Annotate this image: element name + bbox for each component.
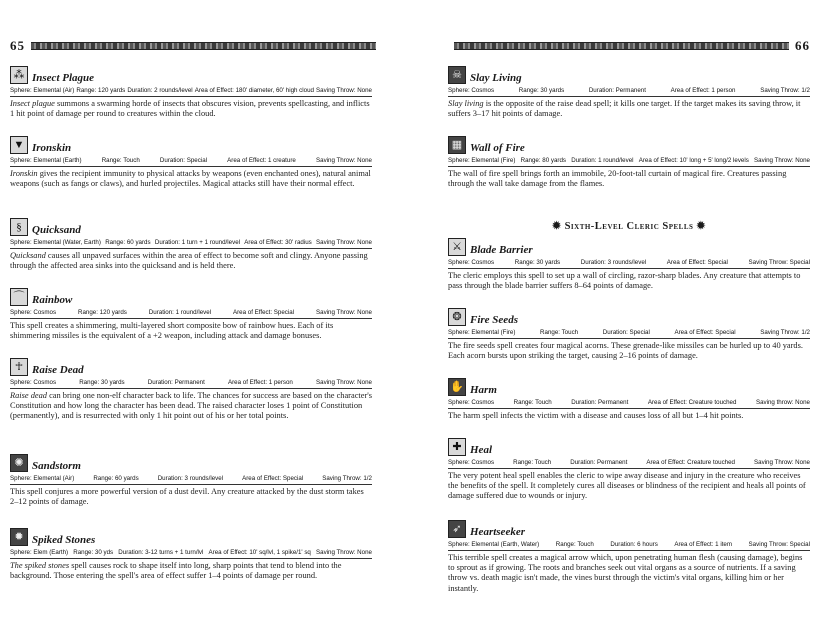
spell-description: This terrible spell creates a magical arrow which, upon penetrating human flesh (causing damage), begins to sprout as if growing. The roots and branches seek out vital organs as a source of nutrients. If a saving throw vs. death magic isn't made, the vines burst through the victim's vital organs, killing him or her instantly. xyxy=(448,553,803,593)
stat-duration: Duration: 2 rounds/level xyxy=(127,87,193,94)
stat-duration: Duration: 3-12 turns + 1 turn/lvl xyxy=(118,549,204,556)
stat-sphere: Sphere: Elem (Earth) xyxy=(10,549,69,556)
swirl-icon: § xyxy=(10,218,28,236)
bullet-icon: ✹ xyxy=(552,221,565,232)
stat-range: Range: Touch xyxy=(555,541,594,548)
stat-sphere: Sphere: Elemental (Fire) xyxy=(448,329,516,336)
stat-area: Area of Effect: 180' diameter, 60' high cloud xyxy=(194,87,314,94)
spell-rainbow xyxy=(10,286,372,341)
stat-save: Saving Throw: None xyxy=(316,549,372,556)
stat-range: Range: Touch xyxy=(101,157,140,164)
stat-sphere: Sphere: Elemental (Water, Earth) xyxy=(10,239,101,246)
stat-sphere: Sphere: Elemental (Fire) xyxy=(448,157,516,164)
spell-stats xyxy=(10,309,372,319)
stat-range: Range: 30 yards xyxy=(514,259,561,266)
stat-duration: Duration: Permanent xyxy=(588,87,646,94)
spell-name: Ironskin xyxy=(32,142,72,154)
spell-name: Raise Dead xyxy=(32,364,84,376)
stat-sphere: Sphere: Elemental (Air) xyxy=(10,475,75,482)
stat-save: Saving Throw: None xyxy=(316,87,372,94)
ankh-icon: ☥ xyxy=(10,358,28,376)
page-number: 65 xyxy=(10,38,25,53)
spell-stats xyxy=(10,157,372,167)
stat-area: Area of Effect: Creature touched xyxy=(647,399,737,406)
stat-duration: Duration: 1 turn + 1 round/level xyxy=(154,239,241,246)
right-page xyxy=(448,0,810,620)
spell-description: The fire seeds spell creates four magical acorns. These grenade-like missiles can be hurled up to 40 yards. Each acorn bursts upon striking the target, causing 2–16 points of damage. xyxy=(448,341,803,361)
stat-duration: Duration: 1 round/level xyxy=(148,309,212,316)
seeds-icon: ❂ xyxy=(448,308,466,326)
spell-heartseeker xyxy=(448,518,810,594)
shield-icon: ▼ xyxy=(10,136,28,154)
spell-name: Blade Barrier xyxy=(470,244,533,256)
spell-stats xyxy=(10,379,372,389)
stat-area: Area of Effect: 1 person xyxy=(227,379,293,386)
stat-duration: Duration: Permanent xyxy=(571,399,629,406)
stat-area: Area of Effect: Special xyxy=(232,309,295,316)
spell-raise-dead xyxy=(10,356,372,422)
spell-stats xyxy=(448,399,810,409)
spell-name: Sandstorm xyxy=(32,460,81,472)
spell-stats xyxy=(10,239,372,249)
spell-heal xyxy=(448,436,810,502)
stat-save: Saving Throw: None xyxy=(316,309,372,316)
spell-stats xyxy=(448,329,810,339)
stat-save: Saving Throw: Special xyxy=(748,259,810,266)
stat-area: Area of Effect: Special xyxy=(674,329,736,336)
fire-wall-icon: ▦ xyxy=(448,136,466,154)
stat-duration: Duration: Special xyxy=(602,329,650,336)
section-heading: ✹ Sixth-Level Cleric Spells ✹ xyxy=(552,221,706,232)
spell-stats xyxy=(10,475,372,485)
page-number: 66 xyxy=(795,38,810,53)
spell-name: Rainbow xyxy=(32,294,73,306)
spell-description: The wall of fire spell brings forth an immobile, 20-foot-tall curtain of magical fire. Creatures passing through the wall take damage from the flames. xyxy=(448,169,787,189)
stat-range: Range: 60 yards xyxy=(93,475,139,482)
spell-name: Slay Living xyxy=(470,72,522,84)
stat-sphere: Sphere: Elemental (Earth, Water) xyxy=(448,541,540,548)
spell-name: Wall of Fire xyxy=(470,142,525,154)
stat-duration: Duration: Permanent xyxy=(147,379,205,386)
stat-duration: Duration: 3 rounds/level xyxy=(580,259,647,266)
spell-stats xyxy=(448,259,810,269)
stat-range: Range: 120 yards xyxy=(78,309,127,316)
stat-duration: Duration: 6 hours xyxy=(610,541,658,548)
stat-area: Area of Effect: Special xyxy=(242,475,304,482)
stat-sphere: Sphere: Cosmos xyxy=(10,379,57,386)
stat-range: Range: 80 yards xyxy=(520,157,567,164)
stat-sphere: Sphere: Cosmos xyxy=(10,309,57,316)
skull-icon: ☠ xyxy=(448,66,466,84)
spell-description: Slay living is the opposite of the raise dead spell; it kills one target. If the target makes its saving throw, it suffers 3–17 hit points of damage. xyxy=(448,99,801,119)
spikes-icon: ✹ xyxy=(10,528,28,546)
spell-description: Ironskin gives the recipient immunity to physical attacks by weapons (even enchanted ones), natural animal weapons (such as fangs or claws), and hurled projectiles. Magical attacks still have their normal effect. xyxy=(10,169,371,189)
stat-duration: Duration: 3 rounds/level xyxy=(157,475,224,482)
stat-sphere: Sphere: Cosmos xyxy=(448,87,495,94)
spell-name: Quicksand xyxy=(32,224,81,236)
spell-name: Spiked Stones xyxy=(32,534,96,546)
sandstorm-icon: ✺ xyxy=(10,454,28,472)
insects-icon: ⁂ xyxy=(10,66,28,84)
stat-sphere: Sphere: Cosmos xyxy=(448,259,495,266)
spell-description: The harm spell infects the victim with a disease and causes loss of all but 1–4 hit points. xyxy=(448,411,744,420)
stat-save: Saving throw: None xyxy=(755,399,810,406)
spell-name: Harm xyxy=(470,384,497,396)
stat-save: Saving Throw: None xyxy=(316,239,372,246)
spell-description: Insect plague summons a swarming horde of insects that obscures vision, prevents spellcasting, and inflicts 1 hit point of damage per round to creatures within the cloud. xyxy=(10,99,370,119)
spell-description: The very potent heal spell enables the cleric to wipe away disease and injury in the creature who receives the benefits of the spell. It completely cures all diseases or blindness of the recipient and heals all points of damage suffered due to wounds or injury. xyxy=(448,471,806,501)
spell-description: This spell creates a shimmering, multi-layered short composite bow of rainbow hues. Each of its shimmering missiles is the equivalent of a +2 weapon, including attack and damage bonuses. xyxy=(10,321,334,341)
arrow-icon: ➶ xyxy=(448,520,466,538)
stat-area: Area of Effect: 30' radius xyxy=(244,239,312,246)
stat-sphere: Sphere: Cosmos xyxy=(448,399,495,406)
decorative-header-bar xyxy=(31,42,376,50)
stat-area: Area of Effect: Creature touched xyxy=(646,459,735,466)
stat-range: Range: 30 yds xyxy=(73,549,114,556)
blades-icon: ⚔ xyxy=(448,238,466,256)
spell-stats xyxy=(448,541,810,551)
spell-stats xyxy=(10,549,372,559)
stat-duration: Duration: Special xyxy=(159,157,208,164)
spell-wall-of-fire xyxy=(448,134,810,189)
spell-name: Insect Plague xyxy=(32,72,95,84)
stat-area: Area of Effect: 1 person xyxy=(670,87,736,94)
spell-harm xyxy=(448,376,810,421)
stat-sphere: Sphere: Elemental (Air) xyxy=(10,87,75,94)
spell-name: Heal xyxy=(470,444,492,456)
stat-range: Range: Touch xyxy=(540,329,579,336)
spell-name: Fire Seeds xyxy=(470,314,518,326)
rainbow-icon: ⌒ xyxy=(10,288,28,306)
stat-save: Saving Throw: Special xyxy=(748,541,810,548)
spell-stats xyxy=(448,459,810,469)
spell-description: The cleric employs this spell to set up a wall of circling, razor-sharp blades. Any creature that attempts to pass through the blade barrier suffers 8–64 points of damage. xyxy=(448,271,801,291)
bullet-icon: ✹ xyxy=(693,221,706,232)
stat-range: Range: Touch xyxy=(513,399,552,406)
spell-description: Raise dead can bring one non-elf character back to life. The chances for success are based on the character's Constitution and how long the character has been dead. The raised character loses 1 point of Constitution (permanently), and is resurrected with only 1 hit point out of his or her total points. xyxy=(10,391,373,421)
spell-description: The spiked stones spell causes rock to shape itself into long, sharp points that tend to blend into the background. Those entering the spell's area of effect suffer 1–4 points of damage per round. xyxy=(10,561,342,581)
harm-icon: ✋ xyxy=(448,378,466,396)
stat-area: Area of Effect: Special xyxy=(666,259,728,266)
spell-sandstorm xyxy=(10,452,372,507)
decorative-header-bar xyxy=(454,42,789,50)
spell-ironskin xyxy=(10,134,372,189)
spell-slay-living xyxy=(448,64,810,119)
stat-save: Saving Throw: None xyxy=(754,459,810,466)
heal-icon: ✚ xyxy=(448,438,466,456)
stat-range: Range: 30 yards xyxy=(79,379,125,386)
spell-stats xyxy=(448,87,810,97)
stat-range: Range: 30 yards xyxy=(518,87,565,94)
stat-range: Range: 60 yards xyxy=(105,239,151,246)
stat-range: Range: 120 yards xyxy=(76,87,126,94)
stat-range: Range: Touch xyxy=(513,459,552,466)
stat-area: Area of Effect: 10' sq/lvl, 1 spike/1' sq xyxy=(208,549,311,556)
spell-insect-plague xyxy=(10,64,372,119)
right-page-header xyxy=(448,38,810,54)
spell-stats xyxy=(10,87,372,97)
stat-area: Area of Effect: 10' long + 5' long/2 levels xyxy=(638,157,749,164)
spell-spiked-stones xyxy=(10,526,372,581)
spell-name: Heartseeker xyxy=(470,526,525,538)
stat-sphere: Sphere: Elemental (Earth) xyxy=(10,157,82,164)
stat-save: Saving Throw: 1/2 xyxy=(760,87,810,94)
stat-save: Saving Throw: None xyxy=(754,157,810,164)
stat-save: Saving Throw: 1/2 xyxy=(322,475,372,482)
stat-duration: Duration: Permanent xyxy=(570,459,628,466)
spell-stats xyxy=(448,157,810,167)
left-page-header xyxy=(10,38,382,54)
spell-description: Quicksand causes all unpaved surfaces within the area of effect to become soft and clingy. Anyone passing through the affected area sinks into the quicksand and is held there. xyxy=(10,251,368,271)
spell-fire-seeds xyxy=(448,306,810,361)
stat-duration: Duration: 1 round/level xyxy=(571,157,634,164)
stat-save: Saving Throw: 1/2 xyxy=(760,329,810,336)
stat-sphere: Sphere: Cosmos xyxy=(448,459,495,466)
spell-quicksand xyxy=(10,216,372,271)
left-page xyxy=(10,0,400,620)
stat-save: Saving Throw: None xyxy=(316,379,372,386)
stat-area: Area of Effect: 1 creature xyxy=(227,157,296,164)
spell-blade-barrier xyxy=(448,236,810,291)
stat-area: Area of Effect: 1 item xyxy=(674,541,733,548)
spell-description: This spell conjures a more powerful version of a dust devil. Any creature attacked by the dust storm takes 2–12 points of damage. xyxy=(10,487,364,507)
stat-save: Saving Throw: None xyxy=(316,157,372,164)
